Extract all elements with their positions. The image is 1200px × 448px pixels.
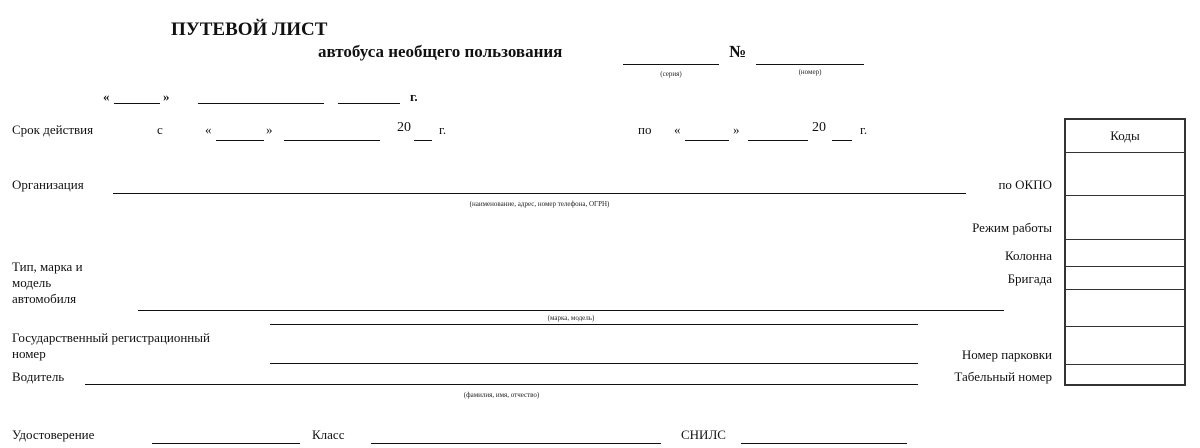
organization-field[interactable] <box>113 193 966 194</box>
validity-from-day-field[interactable] <box>216 140 264 141</box>
validity-to-close-quote: » <box>733 122 740 137</box>
vehicle-label-line3: автомобиля <box>12 291 77 306</box>
validity-to-month-field[interactable] <box>748 140 808 141</box>
vehicle-field[interactable] <box>138 310 1004 311</box>
okpo-label: по ОКПО <box>998 177 1052 192</box>
validity-from-year-prefix: 20 <box>397 120 411 135</box>
vehicle-label-line1: Тип, марка и <box>12 259 83 274</box>
validity-to-year-prefix: 20 <box>812 120 826 135</box>
brigade-label: Бригада <box>1007 271 1052 286</box>
vehicle-extra-field[interactable] <box>270 324 918 325</box>
license-label: Удостоверение <box>12 427 95 442</box>
parking-label: Номер парковки <box>961 347 1052 362</box>
date-month-field[interactable] <box>198 103 324 104</box>
class-label: Класс <box>312 427 345 442</box>
validity-from-year-suffix: г. <box>439 122 447 137</box>
validity-to-day-field[interactable] <box>685 140 729 141</box>
code-cell-brigade[interactable] <box>1066 267 1184 290</box>
validity-label: Срок действия <box>12 122 94 137</box>
date-open-quote: « <box>103 89 110 104</box>
reg-number-field[interactable] <box>270 363 918 364</box>
date-year-suffix: г. <box>410 89 418 104</box>
document-subtitle: автобуса необщего пользования <box>318 42 563 61</box>
reg-label-line2: номер <box>12 346 46 361</box>
codes-table <box>1064 118 1186 386</box>
series-hint: (серия) <box>660 70 682 78</box>
validity-to-year-suffix: г. <box>860 122 868 137</box>
validity-from-month-field[interactable] <box>284 140 380 141</box>
reg-label-line1: Государственный регистрационный <box>12 330 210 345</box>
code-cell-parking[interactable] <box>1066 327 1184 365</box>
snils-field[interactable] <box>741 443 907 444</box>
validity-to: по <box>638 122 652 137</box>
driver-hint: (фамилия, имя, отчество) <box>463 391 540 399</box>
tab-number-label: Табельный номер <box>954 369 1052 384</box>
driver-field[interactable] <box>85 384 918 385</box>
number-hint: (номер) <box>798 68 822 76</box>
snils-label: СНИЛС <box>681 427 726 442</box>
number-field[interactable] <box>756 64 864 65</box>
date-year-field[interactable] <box>338 103 400 104</box>
license-field[interactable] <box>152 443 300 444</box>
validity-from-year-field[interactable] <box>414 140 432 141</box>
organization-label: Организация <box>12 177 84 192</box>
code-cell-okpo[interactable] <box>1066 152 1184 196</box>
code-cell-extra[interactable] <box>1066 290 1184 327</box>
code-cell-column[interactable] <box>1066 240 1184 267</box>
class-field[interactable] <box>371 443 661 444</box>
vehicle-label-line2: модель <box>12 275 52 290</box>
validity-from-close-quote: » <box>266 122 273 137</box>
code-cell-work-mode[interactable] <box>1066 196 1184 240</box>
validity-from-open-quote: « <box>205 122 212 137</box>
document-title: ПУТЕВОЙ ЛИСТ <box>171 19 328 40</box>
date-close-quote: » <box>163 89 170 104</box>
validity-from: с <box>157 122 163 137</box>
number-sign: № <box>729 42 747 61</box>
validity-to-open-quote: « <box>674 122 681 137</box>
date-day-field[interactable] <box>114 103 160 104</box>
validity-to-year-field[interactable] <box>832 140 852 141</box>
codes-header: Коды <box>1066 120 1184 153</box>
organization-hint: (наименование, адрес, номер телефона, ОГРН) <box>469 200 610 208</box>
driver-label: Водитель <box>12 369 65 384</box>
series-field[interactable] <box>623 64 719 65</box>
vehicle-hint: (марка, модель) <box>547 314 595 322</box>
column-label: Колонна <box>1004 248 1052 263</box>
work-mode-label: Режим работы <box>972 220 1052 235</box>
